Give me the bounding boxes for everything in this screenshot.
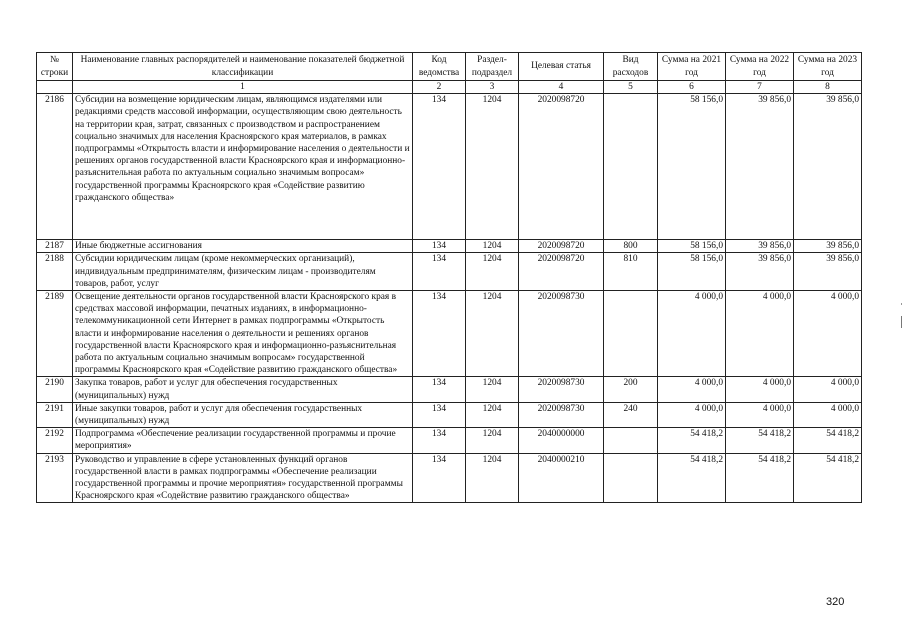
row-section: 1204 xyxy=(466,94,519,240)
row-sum-2021: 4 000,0 xyxy=(658,402,726,427)
column-number xyxy=(37,81,73,94)
header-row xyxy=(37,53,862,81)
row-number: 2193 xyxy=(37,453,73,503)
header-target-article: Целевая статья xyxy=(519,53,604,81)
scan-edge-mark xyxy=(901,316,902,328)
row-dept-code: 134 xyxy=(413,428,466,453)
row-sum-2023: 54 418,2 xyxy=(794,453,862,503)
column-number: 2 xyxy=(413,81,466,94)
row-target-article: 2020098730 xyxy=(519,377,604,402)
row-name: Субсидии на возмещение юридическим лицам, являющимся издателями или редакциями средств массовой информации, осуществляющим свою деятельность на территории края, затрат, связанных с производством и распространением социально значимых для населения Красноярского края материалов, в рамках подпрограммы «Открытость власти и информирование населения о деятельности и решениях органов государственной власти Красноярского края и информационно-разъяснительная работа по актуальным социально значимым вопросам» государственной программы Красноярского края «Содействие развитию гражданского общества» xyxy=(73,94,413,240)
row-name: Руководство и управление в сфере установленных функций органов государственной власти в рамках подпрограммы «Обеспечение реализации государственной программы и прочие мероприятия» государственной программы Красноярского края «Содействие развитию гражданского общества» xyxy=(73,453,413,503)
row-expense-type xyxy=(604,453,658,503)
row-expense-type xyxy=(604,94,658,240)
row-section: 1204 xyxy=(466,240,519,253)
row-name: Закупка товаров, работ и услуг для обеспечения государственных (муниципальных) нужд xyxy=(73,377,413,402)
row-sum-2023: 39 856,0 xyxy=(794,240,862,253)
row-section: 1204 xyxy=(466,253,519,291)
row-section: 1204 xyxy=(466,291,519,377)
row-name: Освещение деятельности органов государственной власти Красноярского края в средствах массовой информации, печатных изданиях, в информационно-телекоммуникационной сети Интернет в рамках подпрограммы «Открытость власти и информирование населения о деятельности и решениях органов государственной власти Красноярского края и информационно-разъяснительная работа по актуальным социально значимым вопросам» государственной программы Красноярского края «Содействие развитию гражданского общества» xyxy=(73,291,413,377)
column-number: 4 xyxy=(519,81,604,94)
row-name: Иные бюджетные ассигнования xyxy=(73,240,413,253)
row-dept-code: 134 xyxy=(413,291,466,377)
header-row-number: № строки xyxy=(37,53,73,81)
row-target-article: 2040000000 xyxy=(519,428,604,453)
table-row xyxy=(37,240,862,253)
row-section: 1204 xyxy=(466,402,519,427)
row-number: 2190 xyxy=(37,377,73,402)
table-row xyxy=(37,291,862,377)
table-row xyxy=(37,428,862,453)
header-name: Наименование главных распорядителей и наименование показателей бюджетной классификации xyxy=(73,53,413,81)
row-sum-2022: 4 000,0 xyxy=(726,377,794,402)
header-sum-2023: Сумма на 2023 год xyxy=(794,53,862,81)
row-sum-2023: 39 856,0 xyxy=(794,94,862,240)
row-section: 1204 xyxy=(466,453,519,503)
header-section: Раздел-подраздел xyxy=(466,53,519,81)
header-sum-2022: Сумма на 2022 год xyxy=(726,53,794,81)
header-dept-code: Код ведомства xyxy=(413,53,466,81)
row-sum-2022: 4 000,0 xyxy=(726,291,794,377)
row-expense-type: 240 xyxy=(604,402,658,427)
row-sum-2021: 58 156,0 xyxy=(658,253,726,291)
row-sum-2021: 4 000,0 xyxy=(658,377,726,402)
row-dept-code: 134 xyxy=(413,402,466,427)
row-sum-2021: 58 156,0 xyxy=(658,240,726,253)
column-number: 7 xyxy=(726,81,794,94)
row-number: 2187 xyxy=(37,240,73,253)
row-sum-2022: 4 000,0 xyxy=(726,402,794,427)
row-number: 2188 xyxy=(37,253,73,291)
row-sum-2021: 54 418,2 xyxy=(658,453,726,503)
row-number: 2186 xyxy=(37,94,73,240)
row-name: Субсидии юридическим лицам (кроме некоммерческих организаций), индивидуальным предпринимателям, физическим лицам - производителям товаров, работ, услуг xyxy=(73,253,413,291)
table-row xyxy=(37,94,862,240)
scan-edge-mark xyxy=(901,303,902,305)
row-sum-2022: 54 418,2 xyxy=(726,453,794,503)
header-expense-type: Вид расходов xyxy=(604,53,658,81)
row-target-article: 2020098720 xyxy=(519,240,604,253)
row-dept-code: 134 xyxy=(413,94,466,240)
row-sum-2022: 39 856,0 xyxy=(726,94,794,240)
row-expense-type xyxy=(604,291,658,377)
row-sum-2021: 58 156,0 xyxy=(658,94,726,240)
column-number-row xyxy=(37,81,862,94)
row-number: 2191 xyxy=(37,402,73,427)
row-target-article: 2020098720 xyxy=(519,94,604,240)
row-sum-2022: 39 856,0 xyxy=(726,240,794,253)
row-sum-2021: 4 000,0 xyxy=(658,291,726,377)
row-expense-type xyxy=(604,428,658,453)
table-row xyxy=(37,453,862,503)
row-sum-2023: 4 000,0 xyxy=(794,377,862,402)
row-sum-2023: 39 856,0 xyxy=(794,253,862,291)
budget-table xyxy=(36,52,862,503)
row-dept-code: 134 xyxy=(413,253,466,291)
table-row xyxy=(37,253,862,291)
row-dept-code: 134 xyxy=(413,240,466,253)
header-sum-2021: Сумма на 2021 год xyxy=(658,53,726,81)
row-expense-type: 200 xyxy=(604,377,658,402)
row-sum-2021: 54 418,2 xyxy=(658,428,726,453)
row-expense-type: 800 xyxy=(604,240,658,253)
row-target-article: 2020098720 xyxy=(519,253,604,291)
row-dept-code: 134 xyxy=(413,453,466,503)
row-target-article: 2020098730 xyxy=(519,291,604,377)
table-row xyxy=(37,377,862,402)
row-sum-2022: 39 856,0 xyxy=(726,253,794,291)
column-number: 5 xyxy=(604,81,658,94)
row-dept-code: 134 xyxy=(413,377,466,402)
row-target-article: 2020098730 xyxy=(519,402,604,427)
row-number: 2189 xyxy=(37,291,73,377)
row-sum-2023: 4 000,0 xyxy=(794,291,862,377)
row-sum-2022: 54 418,2 xyxy=(726,428,794,453)
column-number: 3 xyxy=(466,81,519,94)
row-sum-2023: 54 418,2 xyxy=(794,428,862,453)
page-number: 320 xyxy=(826,596,845,608)
row-expense-type: 810 xyxy=(604,253,658,291)
row-target-article: 2040000210 xyxy=(519,453,604,503)
row-section: 1204 xyxy=(466,377,519,402)
column-number: 8 xyxy=(794,81,862,94)
row-section: 1204 xyxy=(466,428,519,453)
column-number: 1 xyxy=(73,81,413,94)
row-number: 2192 xyxy=(37,428,73,453)
row-sum-2023: 4 000,0 xyxy=(794,402,862,427)
column-number: 6 xyxy=(658,81,726,94)
row-name: Подпрограмма «Обеспечение реализации государственной программы и прочие мероприятия» xyxy=(73,428,413,453)
row-name: Иные закупки товаров, работ и услуг для обеспечения государственных (муниципальных) нужд xyxy=(73,402,413,427)
table-row xyxy=(37,402,862,427)
